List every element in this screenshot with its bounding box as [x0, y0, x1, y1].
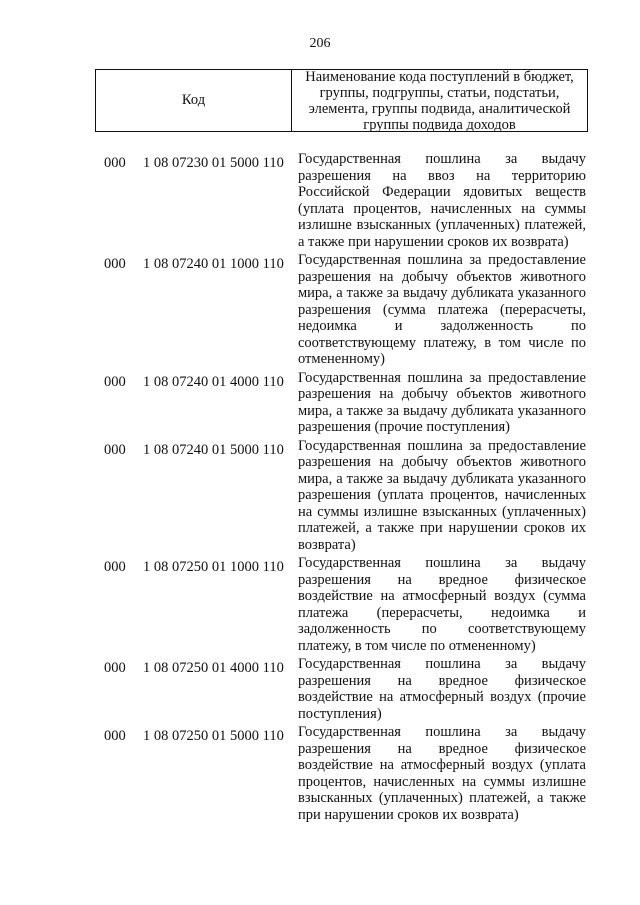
row-budget-code: 1 08 07230 01 5000 110 [143, 155, 284, 171]
column-header-name: Наименование кода поступлений в бюджет, группы, подгруппы, статьи, подстатьи, элемента, группы подвида, аналитической группы подвида доходов [305, 68, 574, 133]
row-admin-code: 000 [104, 256, 126, 272]
row-admin-code: 000 [104, 660, 126, 676]
row-description: Государственная пошлина за предоставление разрешения на добычу объектов животного мира, а также за выдачу дубликата указанного разрешения (уплата процентов, начисленных на суммы излишне взысканных (уплаченных) платежей, а также при нарушении сроков их возврата) [298, 437, 586, 553]
row-description: Государственная пошлина за предоставление разрешения на добычу объектов животного мира, а также за выдачу дубликата указанного разрешения (прочие поступления) [298, 369, 586, 435]
row-description: Государственная пошлина за выдачу разрешения на ввоз на территорию Российской Федерации ядовитых веществ (уплата процентов, начисленных на суммы излишне взысканных (уплаченных) платежей, а также при нарушении сроков их возврата) [298, 151, 586, 250]
row-admin-code: 000 [104, 559, 126, 575]
row-description: Государственная пошлина за выдачу разрешения на вредное физическое воздействие на атмосферный воздух (прочие поступления) [298, 656, 586, 722]
row-budget-code: 1 08 07250 01 4000 110 [143, 660, 284, 676]
table-row [0, 555, 640, 654]
row-description: Государственная пошлина за выдачу разрешения на вредное физическое воздействие на атмосферный воздух (уплата процентов, начисленных на суммы излишне взысканных (уплаченных) платежей, а также при нарушении сроков их возврата) [298, 724, 586, 823]
row-description: Государственная пошлина за выдачу разрешения на вредное физическое воздействие на атмосферный воздух (сумма платежа (перерасчеты, недоимка и задолженность по соответствующему платежу, в том числе по отмененному) [298, 555, 586, 654]
row-budget-code: 1 08 07240 01 5000 110 [143, 441, 284, 458]
table-row [0, 370, 640, 436]
row-budget-code: 1 08 07250 01 1000 110 [143, 559, 284, 575]
table-row [0, 151, 640, 250]
table-row [0, 656, 640, 722]
table-header [95, 69, 588, 132]
row-admin-code: 000 [104, 441, 126, 458]
row-admin-code: 000 [104, 728, 126, 744]
table-row [0, 438, 640, 554]
table-row [0, 252, 640, 368]
row-budget-code: 1 08 07240 01 1000 110 [143, 256, 284, 272]
column-header-code: Код [96, 70, 292, 131]
row-budget-code: 1 08 07240 01 4000 110 [143, 373, 284, 390]
page-number: 206 [309, 36, 331, 51]
row-admin-code: 000 [104, 155, 126, 171]
row-admin-code: 000 [104, 373, 126, 390]
row-budget-code: 1 08 07250 01 5000 110 [143, 728, 284, 744]
table-body [0, 151, 640, 825]
row-description: Государственная пошлина за предоставление разрешения на добычу объектов животного мира, а также за выдачу дубликата указанного разрешения (сумма платежа (перерасчеты, недоимка и задолженность по соответствующему платежу, в том числе по отмененному) [298, 252, 586, 367]
table-row [0, 724, 640, 823]
